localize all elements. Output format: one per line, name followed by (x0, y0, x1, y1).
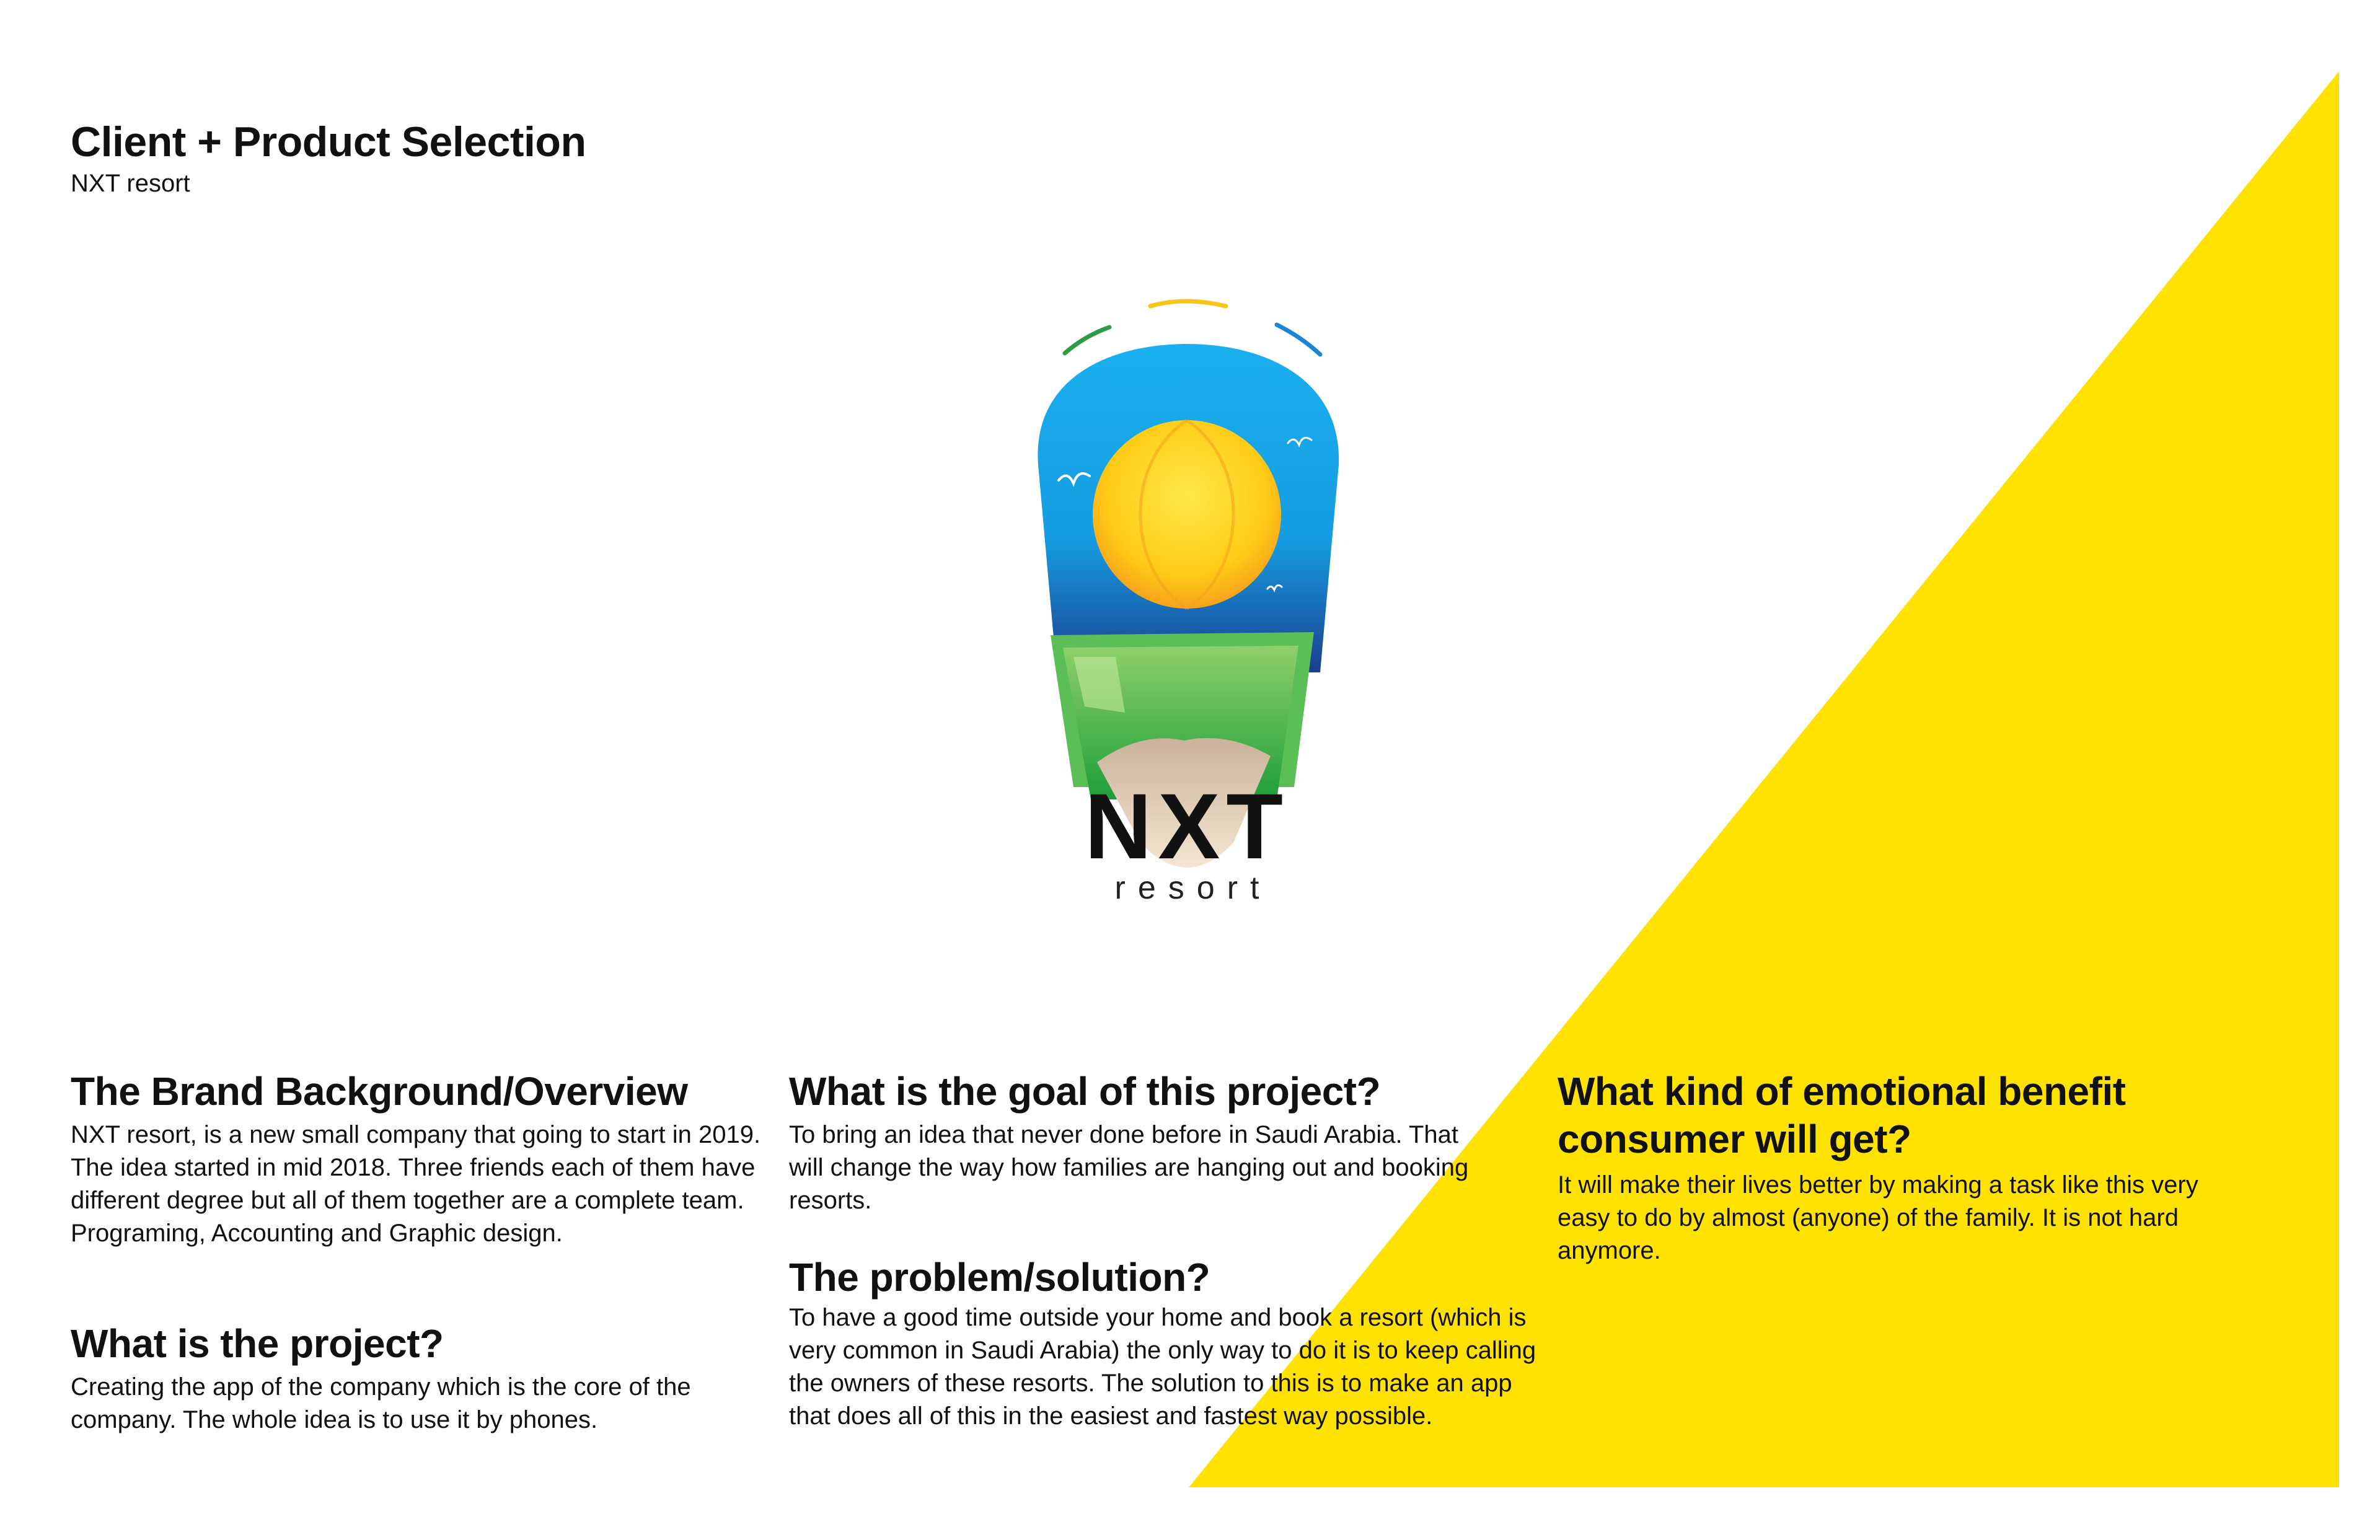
brand-background-text: NXT resort, is a new small company that going to start in 2019. The idea started in mid 2018. Three friends each of them have different degree but all of them together are a complete team. Programing, Accounting and Graphic design. (71, 1121, 761, 1247)
goal-heading: What is the goal of this project? (789, 1069, 1381, 1114)
page-subtitle: NXT resort (71, 170, 190, 197)
project-heading: What is the project? (71, 1321, 444, 1366)
nxt-resort-logo (1016, 279, 1364, 923)
sun (1093, 420, 1281, 609)
brand-background-heading: The Brand Background/Overview (71, 1069, 688, 1114)
blue-arc (1277, 325, 1320, 354)
yellow-arc (1150, 301, 1226, 306)
logo-tagline: resort (1114, 870, 1272, 906)
emotional-benefit-heading: What kind of emotional benefit consumer will get? (1558, 1069, 2126, 1161)
green-arc (1065, 327, 1109, 353)
project-text: Creating the app of the company which is the core of the company. The whole idea is to use it by phones. (71, 1373, 691, 1433)
emotional-benefit-text: It will make their lives better by making a task like this very easy to do by almost (anyone) of the family. It is not hard anymore. (1558, 1171, 2198, 1264)
goal-text: To bring an idea that never done before in Saudi Arabia. That will change the way how families are hanging out and booking resorts. (789, 1121, 1469, 1214)
logo-wordmark: NXT (1085, 774, 1289, 878)
page-title: Client + Product Selection (71, 118, 586, 165)
problem-solution-heading: The problem/solution? (789, 1255, 1210, 1300)
problem-solution-text: To have a good time outside your home and book a resort (which is very common in Saudi Arabia) the only way to do it is to keep calling the owners of these resorts. The solution to this is to make an app that does all of this in the easiest and fastest way possible. (789, 1304, 1536, 1430)
